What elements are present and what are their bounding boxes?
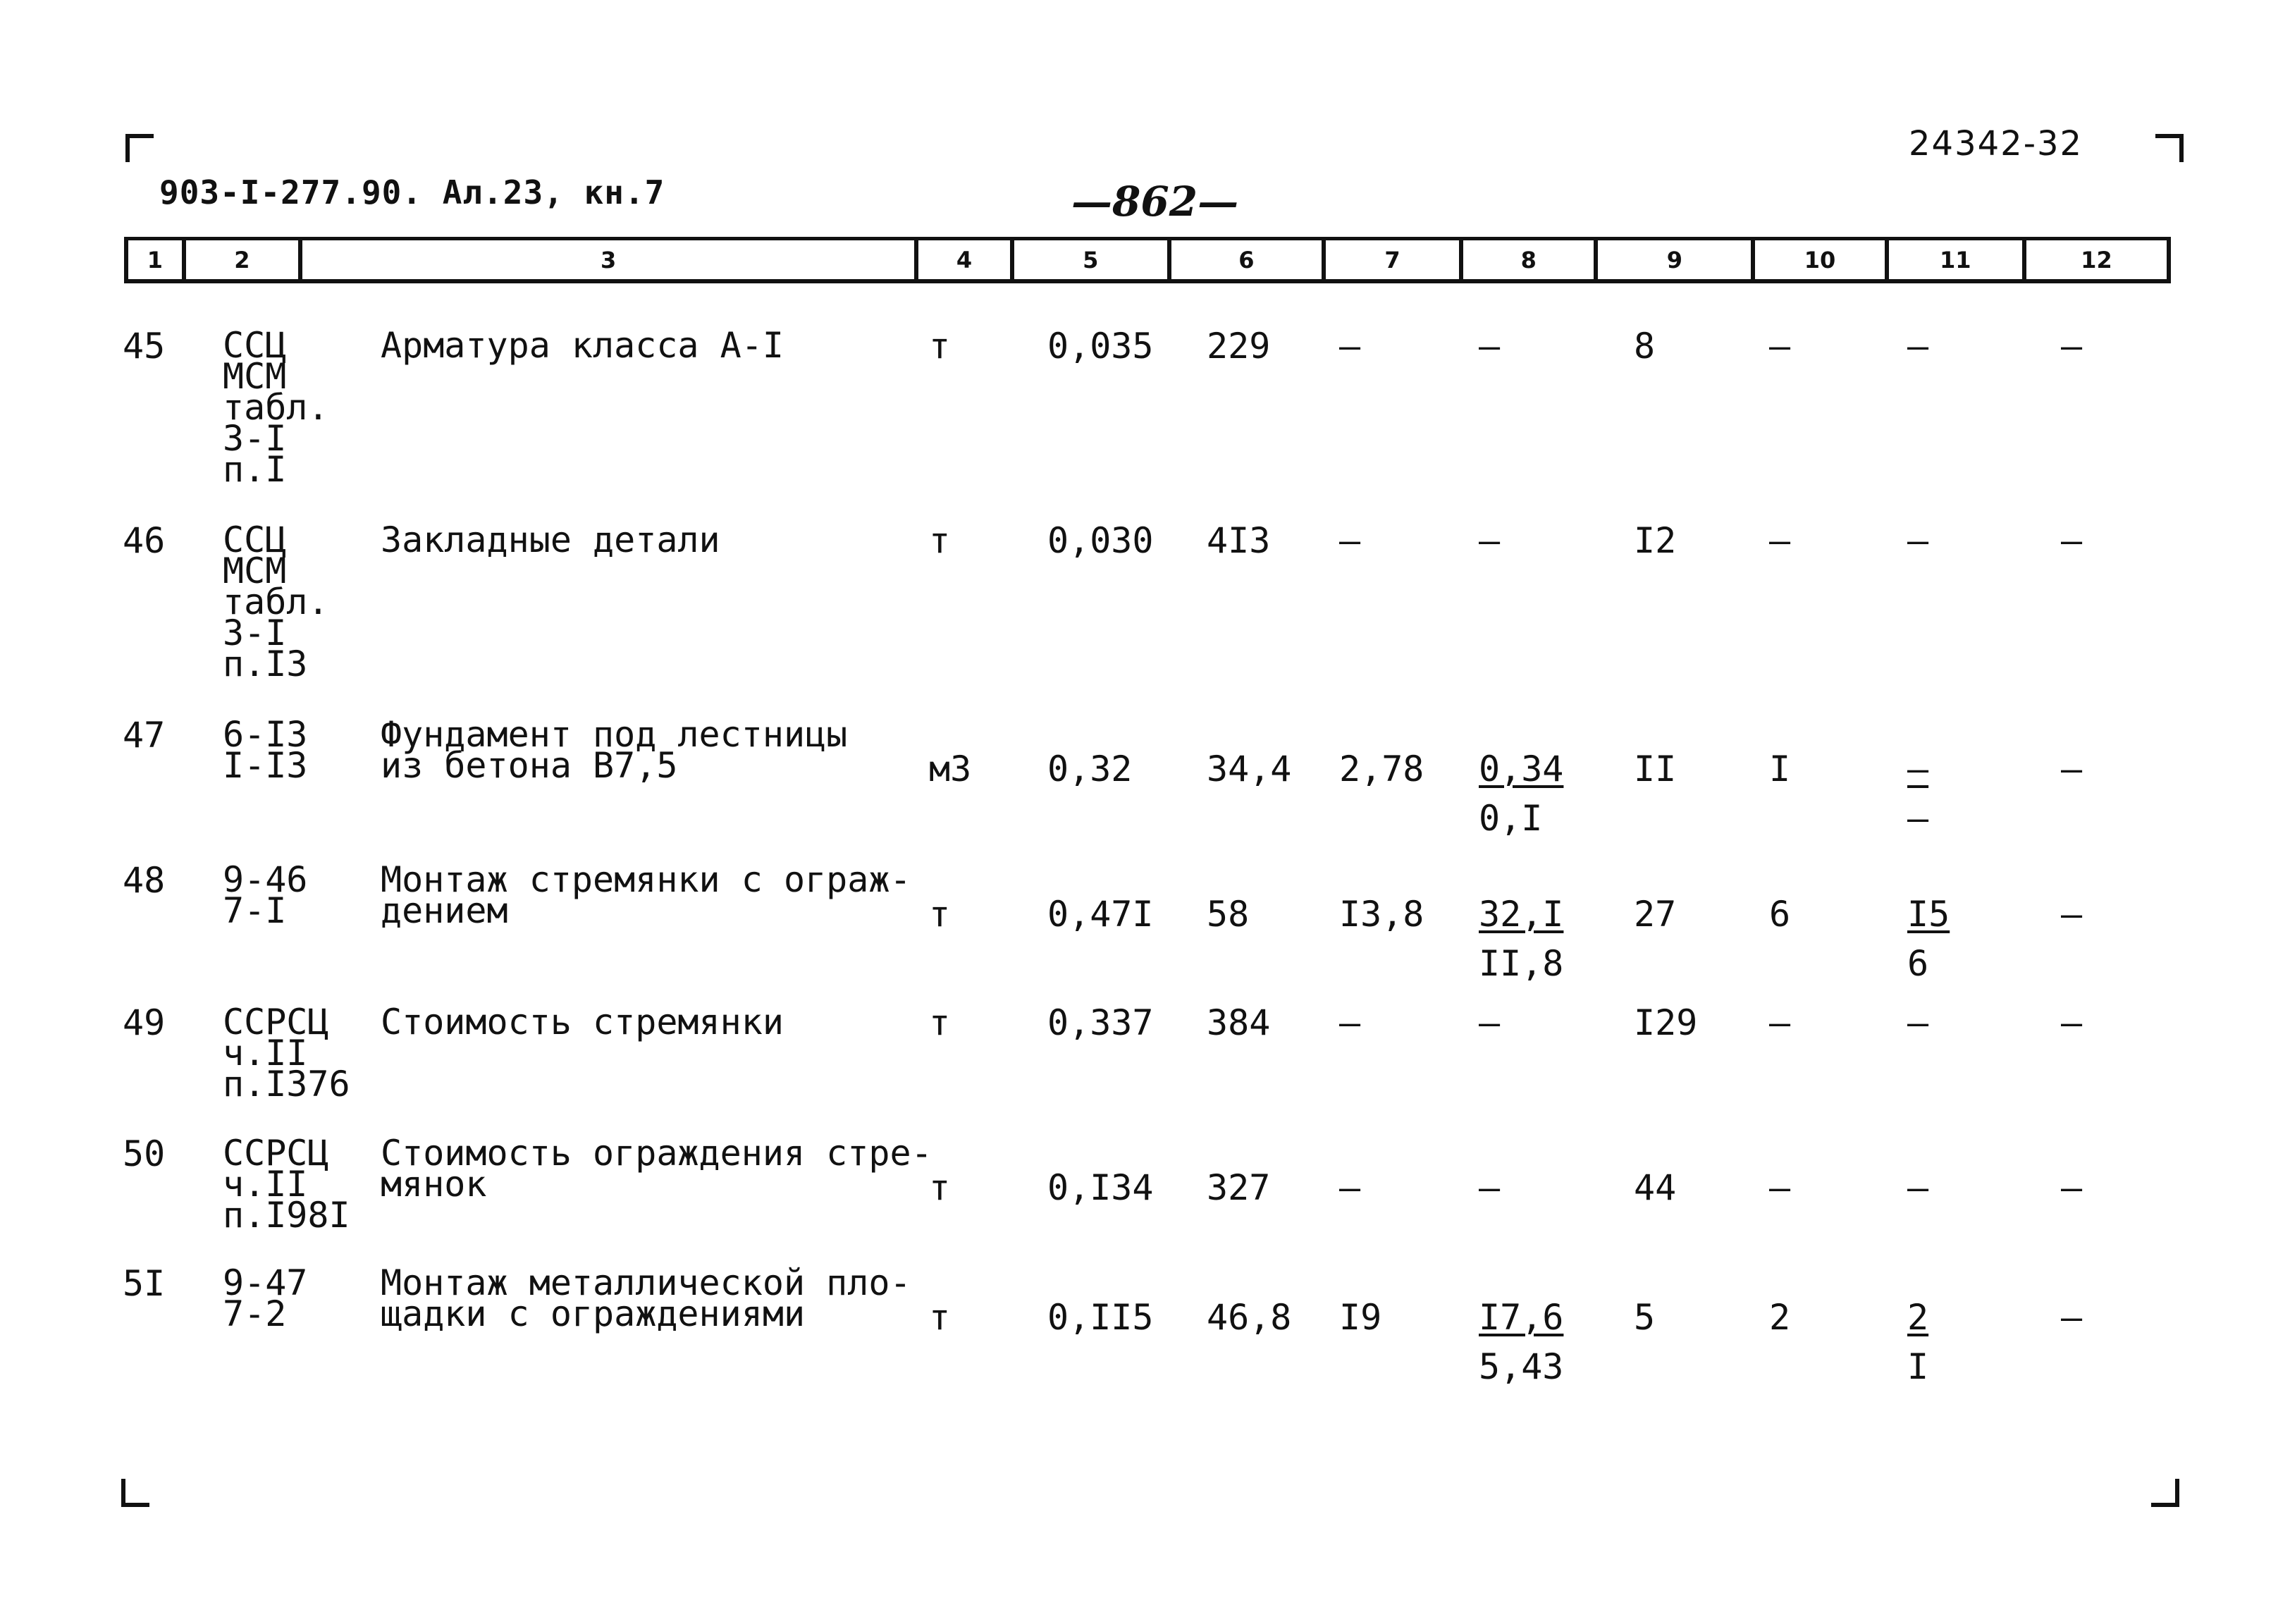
row-col6: 4I3 <box>1207 520 1271 561</box>
column-header-3: 3 <box>302 240 918 279</box>
row-col10: – <box>1769 1167 1791 1208</box>
row-col8-denominator: II,8 <box>1479 943 1564 984</box>
row-col8-numerator: I7,6 <box>1479 1297 1564 1338</box>
row-number: 50 <box>123 1133 166 1174</box>
row-col10: – <box>1769 520 1791 561</box>
column-header-5: 5 <box>1014 240 1171 279</box>
column-header-10: 10 <box>1755 240 1888 279</box>
column-header-11: 11 <box>1889 240 2026 279</box>
row-quantity: 0,32 <box>1047 749 1133 789</box>
row-col11: – <box>1907 326 1929 367</box>
frame-corner-top-right <box>2155 134 2184 162</box>
row-col8-denominator: 5,43 <box>1479 1346 1564 1387</box>
row-number: 46 <box>123 520 166 561</box>
row-col12: – <box>2061 749 2083 789</box>
column-header-1: 1 <box>128 240 186 279</box>
row-code: ССРСЦ ч.II п.I98I <box>223 1133 350 1236</box>
row-col12: – <box>2061 1297 2083 1338</box>
row-col7: – <box>1339 326 1361 367</box>
row-unit: т <box>929 1002 951 1043</box>
row-col8 <box>1479 749 1564 839</box>
row-col6: 58 <box>1207 894 1250 935</box>
row-col12: – <box>2061 1167 2083 1208</box>
row-quantity: 0,I34 <box>1047 1167 1154 1208</box>
row-quantity: 0,II5 <box>1047 1297 1154 1338</box>
row-col11: – <box>1907 520 1929 561</box>
row-col11-numerator: I5 <box>1907 894 1950 935</box>
row-unit: т <box>929 326 951 367</box>
row-code: 9-46 7-I <box>223 859 308 931</box>
row-code: 6-I3 I-I3 <box>223 714 308 786</box>
row-code: ССРСЦ ч.II п.I376 <box>223 1002 350 1105</box>
column-header-9: 9 <box>1598 240 1755 279</box>
row-col12: – <box>2061 1002 2083 1043</box>
row-col12: – <box>2061 894 2083 935</box>
row-quantity: 0,030 <box>1047 520 1154 561</box>
row-code: ССЦ МСМ табл. 3-I п.I <box>223 325 329 490</box>
row-col11: – <box>1907 1002 1929 1043</box>
row-name: Фундамент под лестницы из бетона В7,5 <box>381 714 848 786</box>
row-col8: – <box>1479 326 1501 367</box>
row-number: 47 <box>123 715 166 756</box>
frame-corner-bottom-right <box>2151 1479 2179 1507</box>
row-col11: – <box>1907 1167 1929 1208</box>
row-unit: м3 <box>929 749 972 789</box>
column-header-7: 7 <box>1326 240 1463 279</box>
column-header-2: 2 <box>186 240 302 279</box>
column-header-6: 6 <box>1171 240 1326 279</box>
row-col11-denominator: I <box>1907 1346 1929 1387</box>
column-header-8: 8 <box>1463 240 1598 279</box>
row-col8: – <box>1479 1167 1501 1208</box>
document-code: 903-I-277.90. Ал.23, кн.7 <box>159 173 665 211</box>
row-quantity: 0,035 <box>1047 326 1154 367</box>
row-col9: I2 <box>1634 520 1677 561</box>
page-number: —862— <box>1071 178 1239 226</box>
row-col9: I29 <box>1634 1002 1698 1043</box>
row-col11-denominator: – <box>1907 798 1929 839</box>
row-name: Монтаж металлической пло- щадки с ограждениями <box>381 1262 911 1334</box>
row-name: Стоимость ограждения стре- мянок <box>381 1133 932 1205</box>
row-col10: – <box>1769 326 1791 367</box>
row-name: Закладные детали <box>381 519 720 560</box>
row-col11-numerator: 2 <box>1907 1297 1929 1338</box>
row-number: 5I <box>123 1263 166 1304</box>
row-col8: – <box>1479 520 1501 561</box>
row-col9: 27 <box>1634 894 1677 935</box>
row-col7: 2,78 <box>1339 749 1424 789</box>
row-col8-numerator: 32,I <box>1479 894 1564 935</box>
row-col6: 384 <box>1207 1002 1271 1043</box>
row-code: ССЦ МСМ табл. 3-I п.I3 <box>223 519 329 684</box>
row-col10: 2 <box>1769 1297 1791 1338</box>
row-col11 <box>1907 894 1950 984</box>
row-unit: т <box>929 894 951 935</box>
row-col10: I <box>1769 749 1791 789</box>
row-col7: – <box>1339 1002 1361 1043</box>
row-col10: – <box>1769 1002 1791 1043</box>
row-quantity: 0,337 <box>1047 1002 1154 1043</box>
row-col6: 229 <box>1207 326 1271 367</box>
row-unit: т <box>929 1297 951 1338</box>
row-col9: 5 <box>1634 1297 1656 1338</box>
row-col7: I9 <box>1339 1297 1382 1338</box>
row-unit: т <box>929 1167 951 1208</box>
row-col8-denominator: 0,I <box>1479 798 1543 839</box>
row-name: Монтаж стремянки с ограж- дением <box>381 859 911 931</box>
row-col12: – <box>2061 520 2083 561</box>
row-code: 9-47 7-2 <box>223 1262 308 1334</box>
row-col11-denominator: 6 <box>1907 943 1929 984</box>
sheet-code: 24342-32 <box>1909 124 2083 164</box>
row-col6: 34,4 <box>1207 749 1292 789</box>
frame-corner-bottom-left <box>121 1479 149 1507</box>
row-col11 <box>1907 1297 1929 1387</box>
column-header-4: 4 <box>918 240 1014 279</box>
row-col10: 6 <box>1769 894 1791 935</box>
row-col7: – <box>1339 1167 1361 1208</box>
row-col9: II <box>1634 749 1677 789</box>
row-col6: 46,8 <box>1207 1297 1292 1338</box>
row-col8 <box>1479 894 1564 984</box>
row-col11 <box>1907 749 1929 839</box>
row-col8: – <box>1479 1002 1501 1043</box>
frame-corner-top-left <box>125 134 154 162</box>
row-col7: – <box>1339 520 1361 561</box>
row-col8-numerator: 0,34 <box>1479 749 1564 789</box>
row-col9: 8 <box>1634 326 1656 367</box>
row-unit: т <box>929 520 951 561</box>
row-name: Стоимость стремянки <box>381 1002 784 1042</box>
row-col11-numerator: – <box>1907 749 1929 789</box>
row-number: 48 <box>123 860 166 901</box>
row-number: 45 <box>123 326 166 367</box>
row-col7: I3,8 <box>1339 894 1424 935</box>
row-number: 49 <box>123 1002 166 1043</box>
row-col6: 327 <box>1207 1167 1271 1208</box>
column-header-row <box>124 237 2171 283</box>
row-name: Арматура класса А-I <box>381 325 784 366</box>
row-col8 <box>1479 1297 1564 1387</box>
row-quantity: 0,47I <box>1047 894 1154 935</box>
row-col12: – <box>2061 326 2083 367</box>
row-col9: 44 <box>1634 1167 1677 1208</box>
column-header-12: 12 <box>2081 246 2112 273</box>
